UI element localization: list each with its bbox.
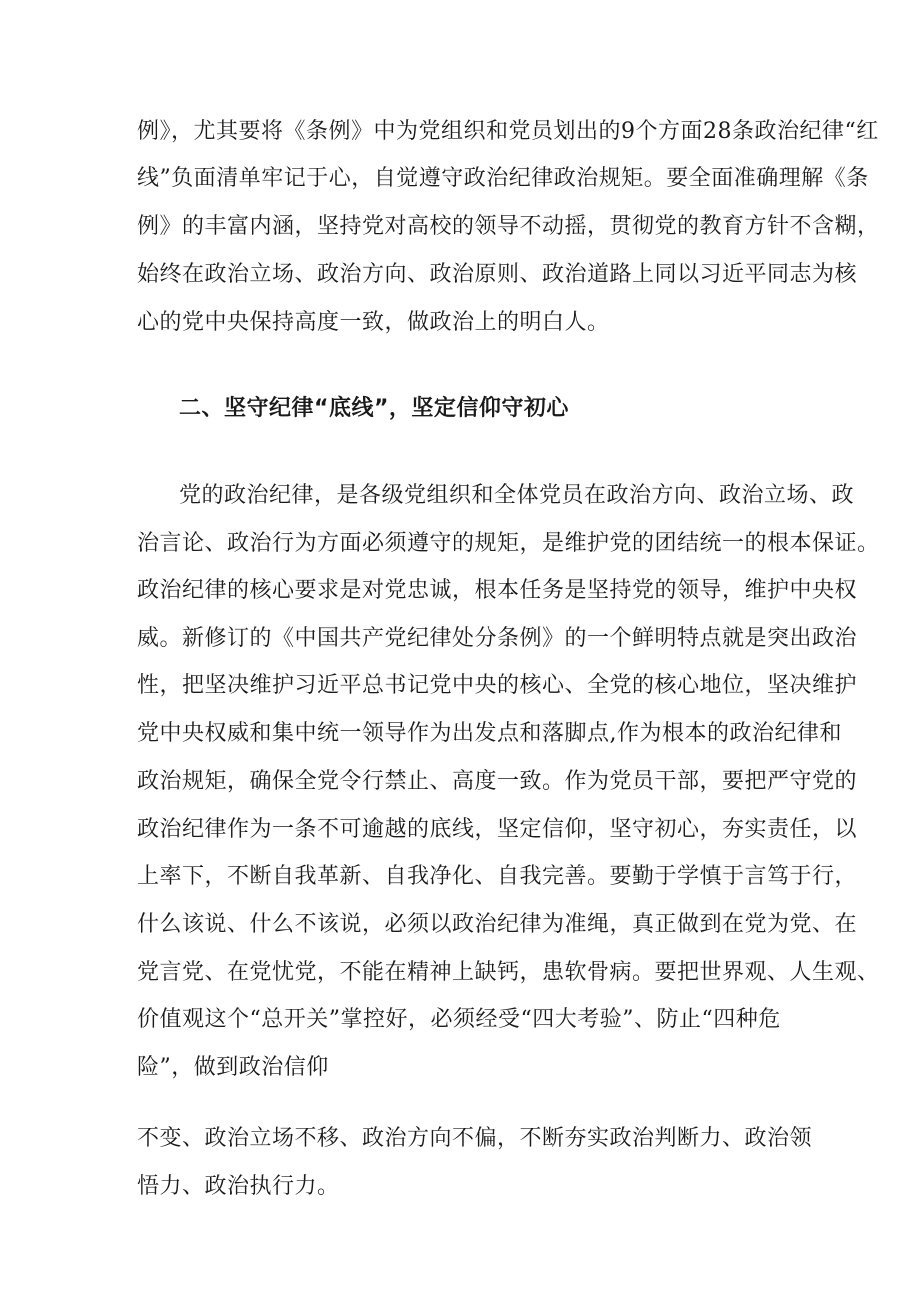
text-line: 上率下，不断自我革新、自我净化、自我完善。要勤于学慎于言笃于行， bbox=[137, 864, 858, 889]
text-line: 悟力、政治执行力。 bbox=[137, 1174, 340, 1199]
text-line: 威。新修订的《中国共产党纪律处分条例》的一个鲜明特点就是突出政治 bbox=[137, 626, 858, 651]
text-line: 党中央权威和集中统一领导作为出发点和落脚点,作为根本的政治纪律和 bbox=[137, 721, 842, 746]
text-line: 党言党、在党忧党，不能在精神上缺钙，患软骨病。要把世界观、人生观、 bbox=[137, 960, 880, 985]
text-line: 例》，尤其要将《条例》中为党组织和党员划出的9个方面28条政治纪律“红 bbox=[137, 119, 879, 144]
text-line: 例》的丰富内涵，坚持党对高校的领导不动摇，贯彻党的教育方针不含糊， bbox=[137, 214, 880, 239]
text-line: 线”负面清单牢记于心，自觉遵守政治纪律政治规矩。要全面准确理解《条 bbox=[137, 166, 869, 191]
text-line: 心的党中央保持高度一致，做政治上的明白人。 bbox=[137, 310, 610, 335]
text-line: 政治纪律的核心要求是对党忠诚，根本任务是坚持党的领导，维护中央权 bbox=[137, 578, 858, 603]
text-line: 党的政治纪律，是各级党组织和全体党员在政治方向、政治立场、政 bbox=[179, 483, 855, 508]
text-line: 不变、政治立场不移、政治方向不偏，不断夯实政治判断力、政治领 bbox=[137, 1126, 813, 1151]
text-line: 性，把坚决维护习近平总书记党中央的核心、全党的核心地位，坚决维护 bbox=[137, 673, 858, 698]
text-line: 始终在政治立场、政治方向、政治原则、政治道路上同以习近平同志为核 bbox=[137, 262, 858, 287]
text-line: 什么该说、什么不该说，必须以政治纪律为准绳，真正做到在党为党、在 bbox=[137, 912, 858, 937]
text-line: 险”，做到政治信仰 bbox=[137, 1055, 329, 1080]
text-line: 政治纪律作为一条不可逾越的底线，坚定信仰，坚守初心，夯实责任，以 bbox=[137, 817, 858, 842]
text-line: 价值观这个“总开关”掌控好，必须经受“四大考验”、防止“四种危 bbox=[137, 1007, 781, 1032]
text-line: 治言论、政治行为方面必须遵守的规矩，是维护党的团结统一的根本保证。 bbox=[137, 531, 880, 556]
text-line: 政治规矩，确保全党令行禁止、高度一致。作为党员干部，要把严守党的 bbox=[137, 769, 858, 794]
section-heading: 二、坚守纪律“底线”，坚定信仰守初心 bbox=[179, 396, 569, 421]
